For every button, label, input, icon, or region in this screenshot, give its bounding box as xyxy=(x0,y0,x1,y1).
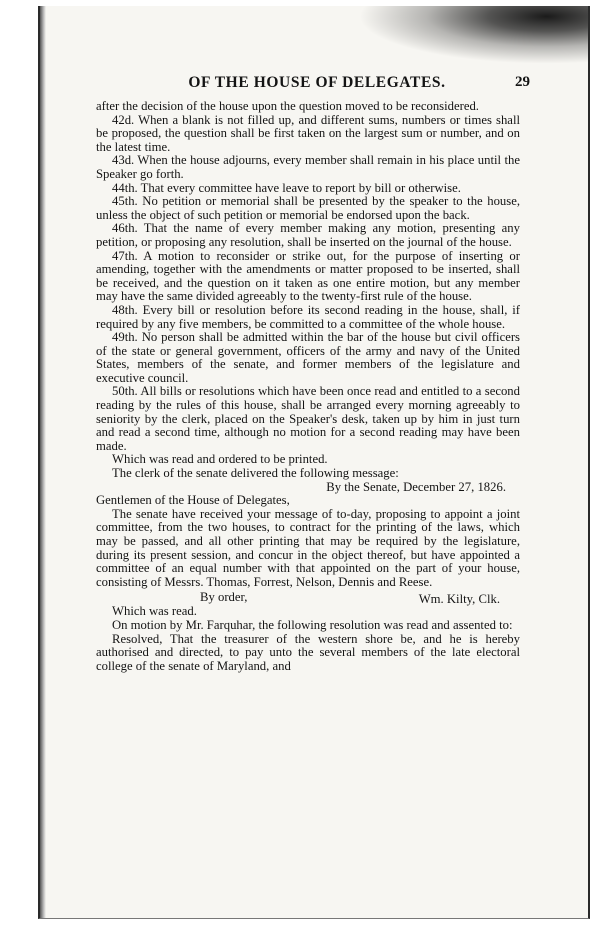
book-page xyxy=(38,6,590,919)
message-salutation: Gentlemen of the House of Delegates, xyxy=(96,493,290,508)
rule-42: 42d. When a blank is not filled up, and different sums, numbers or times shall be proposed, the question shall be first taken on the largest sum or number, and on the latest time. xyxy=(96,112,520,154)
rule-47: 47th. A motion to reconsider or strike out, for the purpose of inserting or amending, together with the amendments or matter proposed to be inserted, shall be received, and the question on it taken as one entire motion, but any member may have the same divided agreeably to the twenty-first rule of the house. xyxy=(96,248,520,304)
message-dateline: By the Senate, December 27, 1826. xyxy=(326,479,506,494)
rule-45: 45th. No petition or memorial shall be presented by the speaker to the house, unless the object of such petition or memorial be endorsed upon the back. xyxy=(96,194,520,222)
rule-43: 43d. When the house adjourns, every member shall remain in his place until the Speaker go forth. xyxy=(96,153,520,181)
by-order: By order, xyxy=(200,590,248,605)
running-head: OF THE HOUSE OF DELEGATES. xyxy=(188,74,446,91)
rule-46: 46th. That the name of every member making any motion, presenting any petition, or proposing any resolution, shall be inserted on the journal of the house. xyxy=(96,221,520,249)
message-signature xyxy=(96,591,520,605)
rule-44: 44th. That every committee have leave to report by bill or otherwise. xyxy=(112,180,461,195)
page-header xyxy=(100,74,534,98)
farquhar-motion: On motion by Mr. Farquhar, the following resolution was read and assented to: xyxy=(112,617,513,632)
senate-message-intro: The clerk of the senate delivered the following message: xyxy=(112,466,399,481)
resolution: Resolved, That the treasurer of the western shore be, and he is hereby authorised and directed, to pay unto the several members of the late electoral college of the senate of Maryland, and xyxy=(96,631,520,673)
rule-49: 49th. No person shall be admitted within the bar of the house but civil officers of the state or general government, officers of the army and navy of the United States, members of the senate, and former members of the legislature and executive council. xyxy=(96,330,520,385)
page-number: 29 xyxy=(515,74,530,90)
rule-50: 50th. All bills or resolutions which have been once read and entitled to a second reading by the rules of this house, shall be arranged every morning agreeably to seniority by the clerk, placed on the Speaker's desk, taken up by him in just turn and read a second time, although no motion for a second reading may have been made. xyxy=(96,384,520,453)
page-edge-shadow xyxy=(40,6,46,918)
signer-name: Wm. Kilty, Clk. xyxy=(418,592,500,607)
message-body: The senate have received your message of to-day, proposing to appoint a joint committee, from the two houses, to contract for the printing of the laws, which may be passed, and all other printing that may be required by the legislature, during its present session, and concur in the object thereof, but have appointed a committee of an equal number with that appointed on the part of your house, consisting of Messrs. Thomas, Forrest, Nelson, Dennis and Reese. xyxy=(96,506,520,589)
scan-smudge xyxy=(358,6,588,64)
read-and-printed: Which was read and ordered to be printed. xyxy=(112,452,328,467)
rule-48: 48th. Every bill or resolution before its second reading in the house, shall, if required by any five members, be committed to a committee of the whole house. xyxy=(96,302,520,331)
paragraph-continuation: after the decision of the house upon the question moved to be reconsidered. xyxy=(96,99,479,113)
body-text xyxy=(96,100,520,673)
which-was-read: Which was read. xyxy=(112,604,197,619)
